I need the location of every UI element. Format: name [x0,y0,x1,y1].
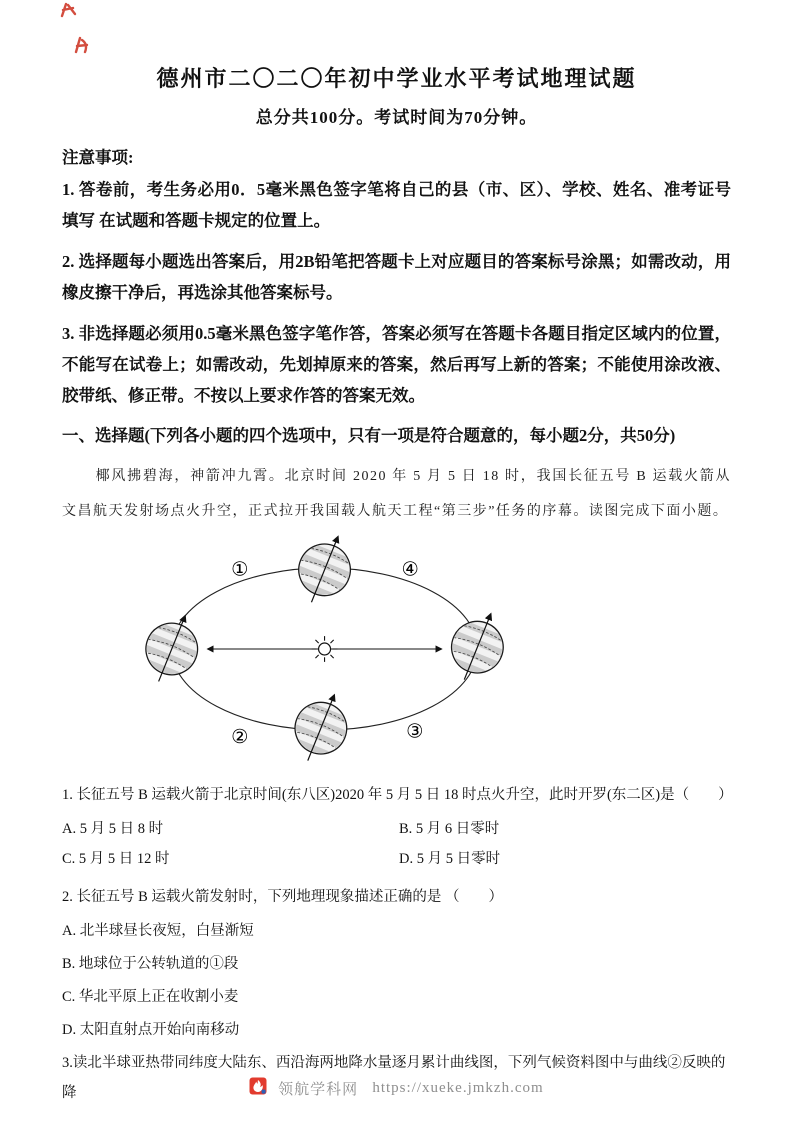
orbit-position-label-2: ② [231,726,249,748]
site-footer [0,1077,793,1100]
q2-option-c: C. 华北平原上正在收割小麦 [62,989,239,1005]
q1-option-d: D. 5 月 5 日零时 [399,851,501,867]
section-heading: 一、选择题(下列各小题的四个选项中，只有一项是符合题意的，每小题2分，共50分) [62,426,676,445]
q1-option-a: A. 5 月 5 日 8 时 [62,821,164,837]
question-2-stem: 2. 长征五号 B 运载火箭发射时，下列地理现象描述正确的是 （ ） [62,889,504,905]
question-2-options [62,916,731,1045]
q2-option-a: A. 北半球昼长夜短，白昼渐短 [62,923,254,939]
notice-item-1: 1. 答卷前，考生务必用0．5毫米黑色签字笔将自己的县（市、区）、学校、姓名、准考证号 填写 在试题和答题卡规定的位置上。 [62,180,731,230]
question-1-options [62,814,731,874]
orbit-position-label-3: ③ [406,721,424,743]
question-3-stem: 3.读北半球亚热带同纬度大陆东、西沿海两地降水量逐月累计曲线图，下列气候资料图中与曲线②反映的降 [62,1055,726,1101]
orbit-position-label-1: ① [231,559,249,581]
notice-heading: 注意事项: [62,148,134,167]
earth-globe-bottom [283,686,359,765]
question-intro: 椰风拂碧海，神箭冲九霄。北京时间 2020 年 5 月 5 日 18 时，我国长征五号 B 运载火箭从文昌航天发射场点火升空，正式拉开我国载人航天工程“第三步”任务的序幕。读图完成下面小题。 [62,469,731,519]
earth-globe-top [287,533,363,612]
orbit-position-label-4: ④ [401,559,419,581]
notice-item-3: 3. 非选择题必须用0.5毫米黑色签字笔作答，答案必须写在答题卡各题目指定区域内的位置，不能写在试卷上；如需改动，先划掉原来的答案，然后再写上新的答案；不能使用涂改液、胶带纸、修正带。不按以上要求作答的答案无效。 [62,324,731,405]
red-stamp-fragment [52,0,102,70]
footer-site-name: 领航学科网 [278,1082,359,1099]
q1-option-b: B. 5 月 6 日零时 [399,821,500,837]
notice-item-2: 2. 选择题每小题选出答案后，用2B铅笔把答题卡上对应题目的答案标号涂黑；如需改动，用橡皮擦干净后，再选涂其他答案标号。 [62,252,731,302]
site-logo-icon [249,1077,267,1100]
q1-option-c: C. 5 月 5 日 12 时 [62,851,170,867]
question-1-stem: 1. 长征五号 B 运载火箭于北京时间(东八区)2020 年 5 月 5 日 18 时点火升空，此时开罗(东二区)是（ ） [62,787,733,803]
exam-subtitle: 总分共100分。考试时间为70分钟。 [255,108,538,127]
earth-orbit-diagram [92,533,572,770]
q2-option-d: D. 太阳直射点开始向南移动 [62,1022,240,1038]
earth-globe-left [134,607,210,692]
footer-site-url: https://xueke.jmkzh.com [372,1080,544,1097]
sun-icon [312,636,338,662]
q2-option-b: B. 地球位于公转轨道的①段 [62,956,239,972]
earth-globe-right [440,605,516,690]
page-title: 德州市二〇二〇年初中学业水平考试地理试题 [156,66,637,91]
